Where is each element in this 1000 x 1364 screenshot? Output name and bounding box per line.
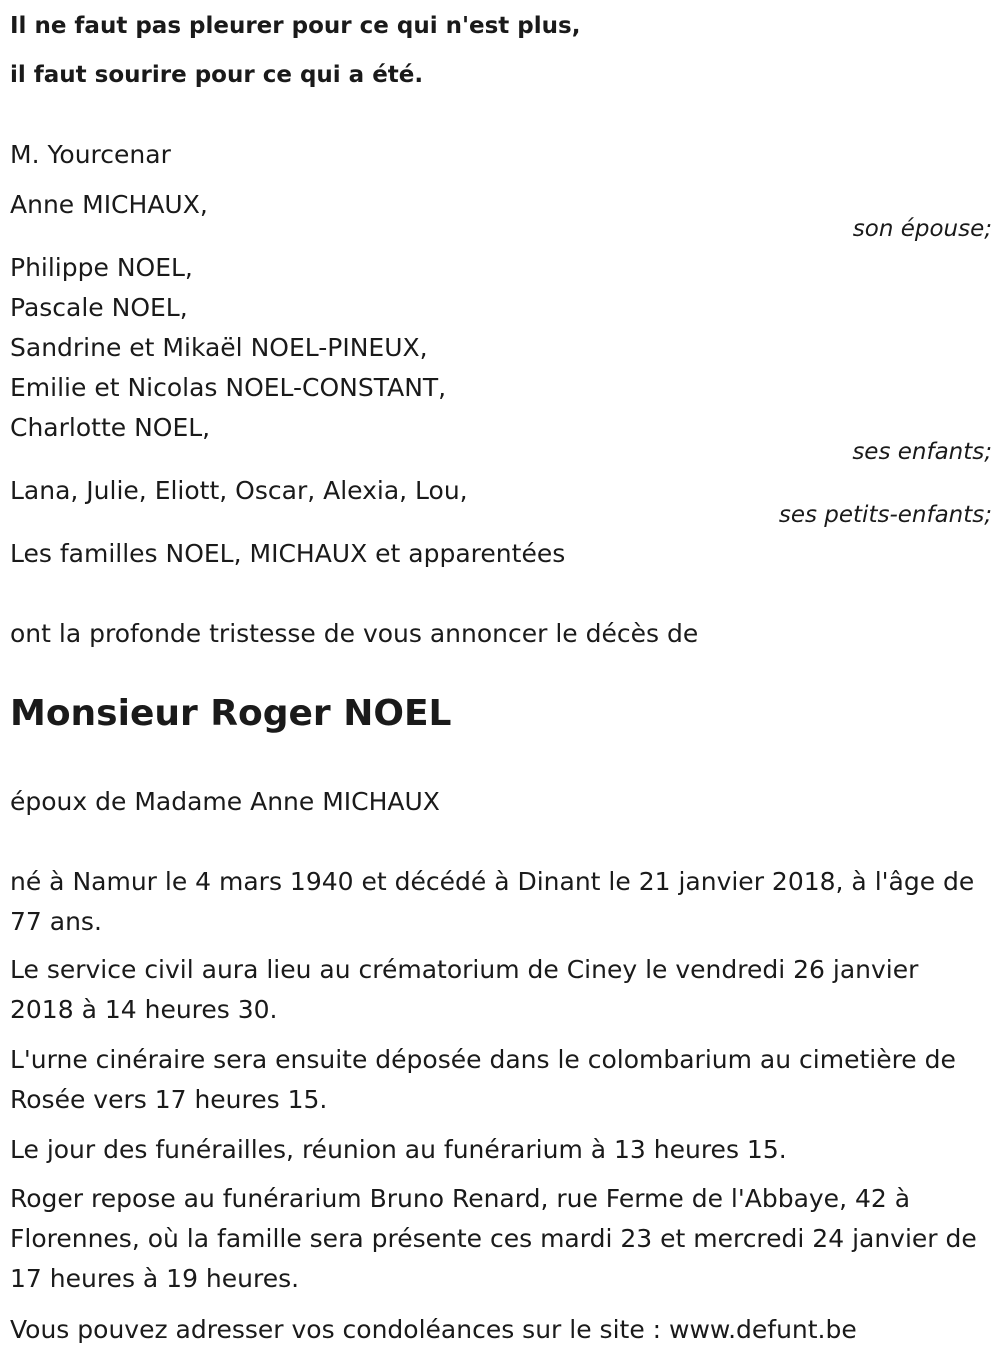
grandchildren-names: Lana, Julie, Eliott, Oscar, Alexia, Lou, — [10, 476, 468, 505]
detail-condolences: Vous pouvez adresser vos condoléances sur le site : www.defunt.be — [10, 1315, 857, 1344]
spouse-name: Anne MICHAUX, — [10, 190, 208, 219]
quote-line-1: Il ne faut pas pleurer pour ce qui n'est plus, — [10, 13, 581, 39]
detail-birth-death: né à Namur le 4 mars 1940 et décédé à Dinant le 21 janvier 2018, à l'âge de 77 ans. — [10, 867, 975, 936]
deceased-spouse-of: époux de Madame Anne MICHAUX — [10, 787, 440, 816]
announcement-text: ont la profonde tristesse de vous annoncer le décès de — [10, 619, 699, 648]
quote-author: M. Yourcenar — [10, 140, 171, 169]
detail-gathering: Le jour des funérailles, réunion au funérarium à 13 heures 15. — [10, 1135, 787, 1164]
families-line: Les familles NOEL, MICHAUX et apparentées — [10, 539, 566, 568]
children-role: ses enfants; — [852, 439, 992, 465]
child-name: Sandrine et Mikaël NOEL-PINEUX, — [10, 333, 428, 362]
deceased-name: Monsieur Roger NOEL — [10, 693, 452, 734]
child-name: Emilie et Nicolas NOEL-CONSTANT, — [10, 373, 447, 402]
quote-line-2: il faut sourire pour ce qui a été. — [10, 62, 424, 88]
child-name: Philippe NOEL, — [10, 253, 193, 282]
grandchildren-role: ses petits-enfants; — [778, 502, 992, 528]
child-name: Charlotte NOEL, — [10, 413, 211, 442]
spouse-role: son épouse; — [852, 216, 992, 242]
detail-service: Le service civil aura lieu au crématorium de Ciney le vendredi 26 janvier 2018 à 14 heures 30. — [10, 955, 919, 1024]
detail-visitation: Roger repose au funérarium Bruno Renard, rue Ferme de l'Abbaye, 42 à Florennes, où la famille sera présente ces mardi 23 et mercredi 24 janvier de 17 heures à 19 heures. — [10, 1184, 977, 1293]
child-name: Pascale NOEL, — [10, 293, 188, 322]
detail-urn: L'urne cinéraire sera ensuite déposée dans le colombarium au cimetière de Rosée vers 17 heures 15. — [10, 1045, 956, 1114]
